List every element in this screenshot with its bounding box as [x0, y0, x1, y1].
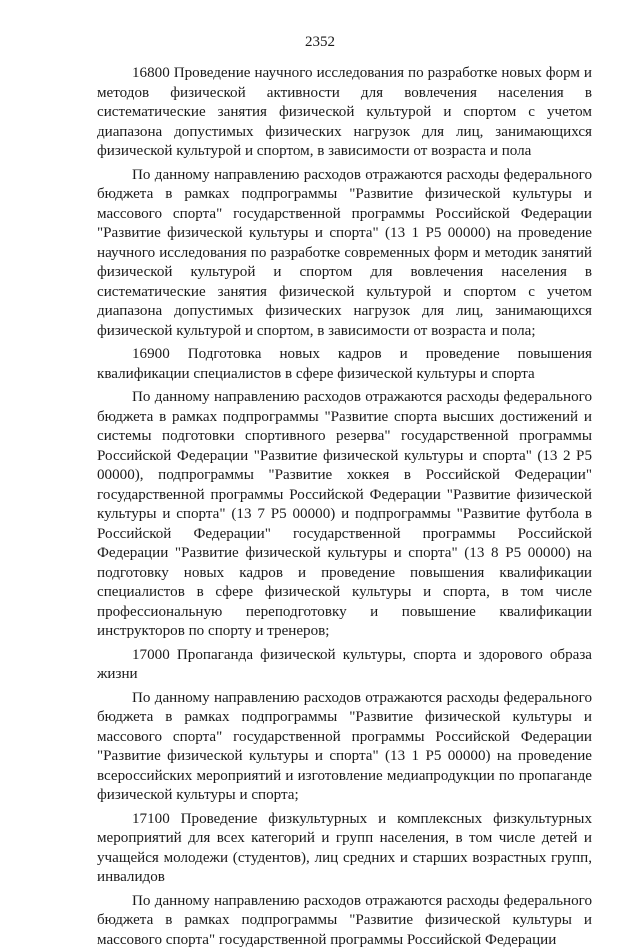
- paragraph-16900-heading: 16900 Подготовка новых кадров и проведение повышения квалификации специалистов в сфере физической культуры и спорта: [97, 345, 592, 384]
- paragraph-16800-heading: 16800 Проведение научного исследования по разработке новых форм и методов физической активности для вовлечения населения в систематические занятия физической культурой и спортом с учетом диапазона допустимых физических нагрузок для лиц, занимающихся физической культурой и спортом, в зависимости от возраста и пола: [97, 64, 592, 162]
- paragraph-17100-heading: 17100 Проведение физкультурных и комплексных физкультурных мероприятий для всех категорий и групп населения, в том числе детей и учащейся молодежи (студентов), лиц средних и старших возрастных групп, инвалидов: [97, 810, 592, 888]
- paragraph-16800-description: По данному направлению расходов отражаются расходы федерального бюджета в рамках подпрограммы "Развитие физической культуры и массового спорта" государственной программы Российской Федерации "Развитие физической культуры и спорта" (13 1 Р5 00000) на проведение научного исследования по разработке современных форм и методик занятий физической культурой и спортом для вовлечения населения в систематические занятия физической культурой и спортом с учетом диапазона допустимых физических нагрузок для лиц, занимающихся физической культурой и спортом, в зависимости от возраста и пола;: [97, 166, 592, 342]
- paragraph-17100-description: По данному направлению расходов отражаются расходы федерального бюджета в рамках подпрограммы "Развитие физической культуры и массового спорта" государственной программы Российской Федерации: [97, 892, 592, 950]
- paragraph-17000-heading: 17000 Пропаганда физической культуры, спорта и здорового образа жизни: [97, 646, 592, 685]
- document-body: [97, 64, 592, 950]
- page-number: 2352: [0, 34, 640, 51]
- paragraph-16900-description: По данному направлению расходов отражаются расходы федерального бюджета в рамках подпрограммы "Развитие спорта высших достижений и системы подготовки спортивного резерва" государственной программы Российской Федерации "Развитие физической культуры и спорта" (13 2 Р5 00000), подпрограммы "Развитие хоккея в Российской Федерации" государственной программы Российской Федерации "Развитие физической культуры и спорта" (13 7 Р5 00000) и подпрограммы "Развитие футбола в Российской Федерации" государственной программы Российской Федерации "Развитие физической культуры и спорта" (13 8 Р5 00000) на подготовку новых кадров и проведение повышения квалификации специалистов в сфере физической культуры и спорта, в том числе профессиональную переподготовку и повышение квалификации инструкторов по спорту и тренеров;: [97, 388, 592, 642]
- paragraph-17000-description: По данному направлению расходов отражаются расходы федерального бюджета в рамках подпрограммы "Развитие физической культуры и массового спорта" государственной программы Российской Федерации "Развитие физической культуры и спорта" (13 1 Р5 00000) на проведение всероссийских мероприятий и изготовление медиапродукции по пропаганде физической культуры и спорта;: [97, 689, 592, 806]
